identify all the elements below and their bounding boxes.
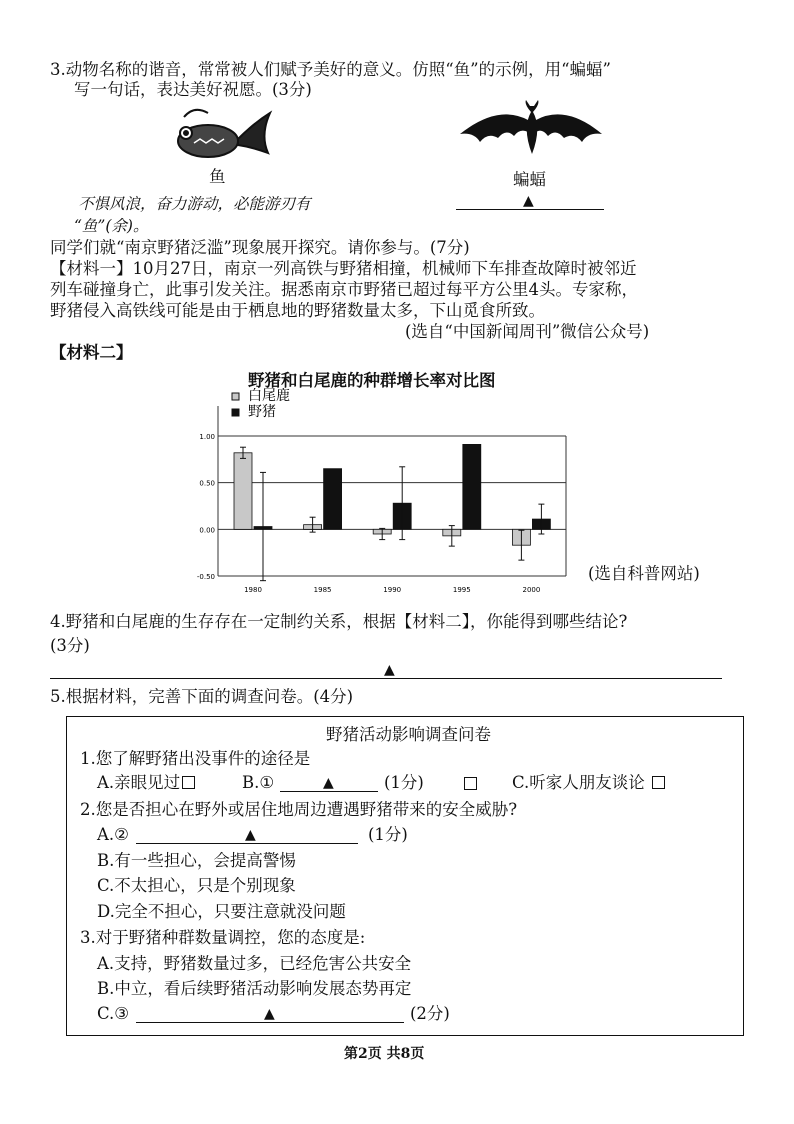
survey-q1-option-c[interactable] xyxy=(512,773,665,793)
fish-example-line1: 不惧风浪，奋力游动，必能游刃有 xyxy=(78,195,311,213)
intro-text: 同学们就“南京野猪泛滥”现象展开探究。请你参与。(7分) xyxy=(50,238,470,257)
y-tick-label: 0.00 xyxy=(199,526,215,535)
x-tick-label: 1995 xyxy=(452,586,471,594)
bar xyxy=(463,444,481,529)
material2-label: 【材料二】 xyxy=(50,343,133,362)
y-tick-label: -0.50 xyxy=(196,573,215,581)
survey-q1-b-blank[interactable] xyxy=(280,791,378,792)
survey-q3-option-a: A.支持，野猪数量过多，已经危害公共安全 xyxy=(97,954,412,973)
survey-q3-option-b: B.中立，看后续野猪活动影响发展态势再定 xyxy=(97,979,412,998)
bat-label: 蝙蝠 xyxy=(513,170,546,189)
survey-q1-b-mark: ▲ xyxy=(323,775,334,791)
fish-label: 鱼 xyxy=(209,167,226,186)
survey-q1-a-checkbox[interactable] xyxy=(182,776,195,789)
survey-q2: 2.您是否担心在野外或居住地周边遭遇野猪带来的安全威胁? xyxy=(80,800,518,819)
y-tick-label: 1.00 xyxy=(199,433,215,441)
q3-line1: 3.动物名称的谐音，常常被人们赋予美好的意义。仿照“鱼”的示例，用“蝙蝠” xyxy=(50,60,611,79)
survey-q2-option-d: D.完全不担心，只要注意就没问题 xyxy=(97,902,346,921)
x-tick-label: 2000 xyxy=(522,586,541,594)
bar xyxy=(234,453,252,530)
page-footer: 第2页 共8页 xyxy=(344,1046,425,1062)
survey-q1-c-checkbox[interactable] xyxy=(652,776,665,789)
chart-title: 野猪和白尾鹿的种群增长率对比图 xyxy=(248,371,496,390)
survey-q1-b-score: (1分) xyxy=(384,773,424,792)
survey-q2-a-score: (1分) xyxy=(368,825,408,844)
material1-line2: 列车碰撞身亡，此事引发关注。据悉南京市野猪已超过每平方公里4头。专家称， xyxy=(50,280,638,299)
survey-q2-option-c: C.不太担心，只是个别现象 xyxy=(97,876,296,895)
bat-answer-mark: ▲ xyxy=(523,193,534,209)
survey-q3-c-mark: ▲ xyxy=(264,1006,275,1022)
survey-q2-a-blank[interactable] xyxy=(136,843,358,844)
q4-line1: 4.野猪和白尾鹿的生存存在一定制约关系，根据【材料二】，你能得到哪些结论? xyxy=(50,612,628,631)
survey-q1: 1.您了解野猪出没事件的途径是 xyxy=(80,749,311,768)
legend-swatch xyxy=(232,409,239,416)
survey-q1-option-c-label: C.听家人朋友谈论 xyxy=(512,773,645,792)
survey-q1-option-a-label: A.亲眼见过 xyxy=(97,773,181,792)
bat-answer-line xyxy=(456,209,604,210)
survey-title: 野猪活动影响调查问卷 xyxy=(326,725,491,744)
legend-label: 白尾鹿 xyxy=(248,388,290,404)
material2-source: (选自科普网站) xyxy=(588,564,700,583)
survey-q3-c-blank[interactable] xyxy=(136,1022,404,1023)
survey-q2-option-a: A.② xyxy=(97,825,129,844)
x-tick-label: 1985 xyxy=(313,586,332,594)
survey-q1-option-a[interactable] xyxy=(97,773,195,793)
y-tick-label: 0.50 xyxy=(199,479,215,488)
survey-q1-option-b: B.① xyxy=(242,773,275,792)
legend-label: 野猪 xyxy=(248,404,276,420)
q3-line2: 写一句话，表达美好祝愿。(3分) xyxy=(74,80,312,99)
survey-q1-b-checkbox[interactable] xyxy=(464,777,477,790)
x-tick-label: 1980 xyxy=(244,586,262,594)
growth-rate-chart xyxy=(190,388,580,604)
survey-q3-option-c: C.③ xyxy=(97,1004,130,1023)
fish-example-line2: “鱼”(余)。 xyxy=(74,217,149,235)
survey-q3: 3.对于野猪种群数量调控，您的态度是: xyxy=(80,928,366,947)
q5-title: 5.根据材料，完善下面的调查问卷。(4分) xyxy=(50,687,354,706)
material1-source: (选自“中国新闻周刊”微信公众号) xyxy=(405,322,650,341)
bat-illustration xyxy=(458,98,604,164)
bar xyxy=(324,469,342,530)
material1-line3: 野猪侵入高铁线可能是由于栖息地的野猪数量太多，下山觅食所致。 xyxy=(50,301,545,320)
q4-line2: (3分) xyxy=(50,636,90,655)
survey-q3-c-score: (2分) xyxy=(410,1004,450,1023)
fish-illustration xyxy=(164,103,274,163)
survey-q2-a-mark: ▲ xyxy=(245,827,256,843)
x-tick-label: 1990 xyxy=(383,586,402,594)
q4-answer-mark: ▲ xyxy=(384,662,395,678)
q4-answer-line xyxy=(50,678,722,679)
material1-line1: 【材料一】10月27日，南京一列高铁与野猪相撞，机械师下车排查故障时被邻近 xyxy=(50,259,637,278)
survey-q2-option-b: B.有一些担心，会提高警惕 xyxy=(97,851,296,870)
legend-swatch xyxy=(232,393,239,400)
